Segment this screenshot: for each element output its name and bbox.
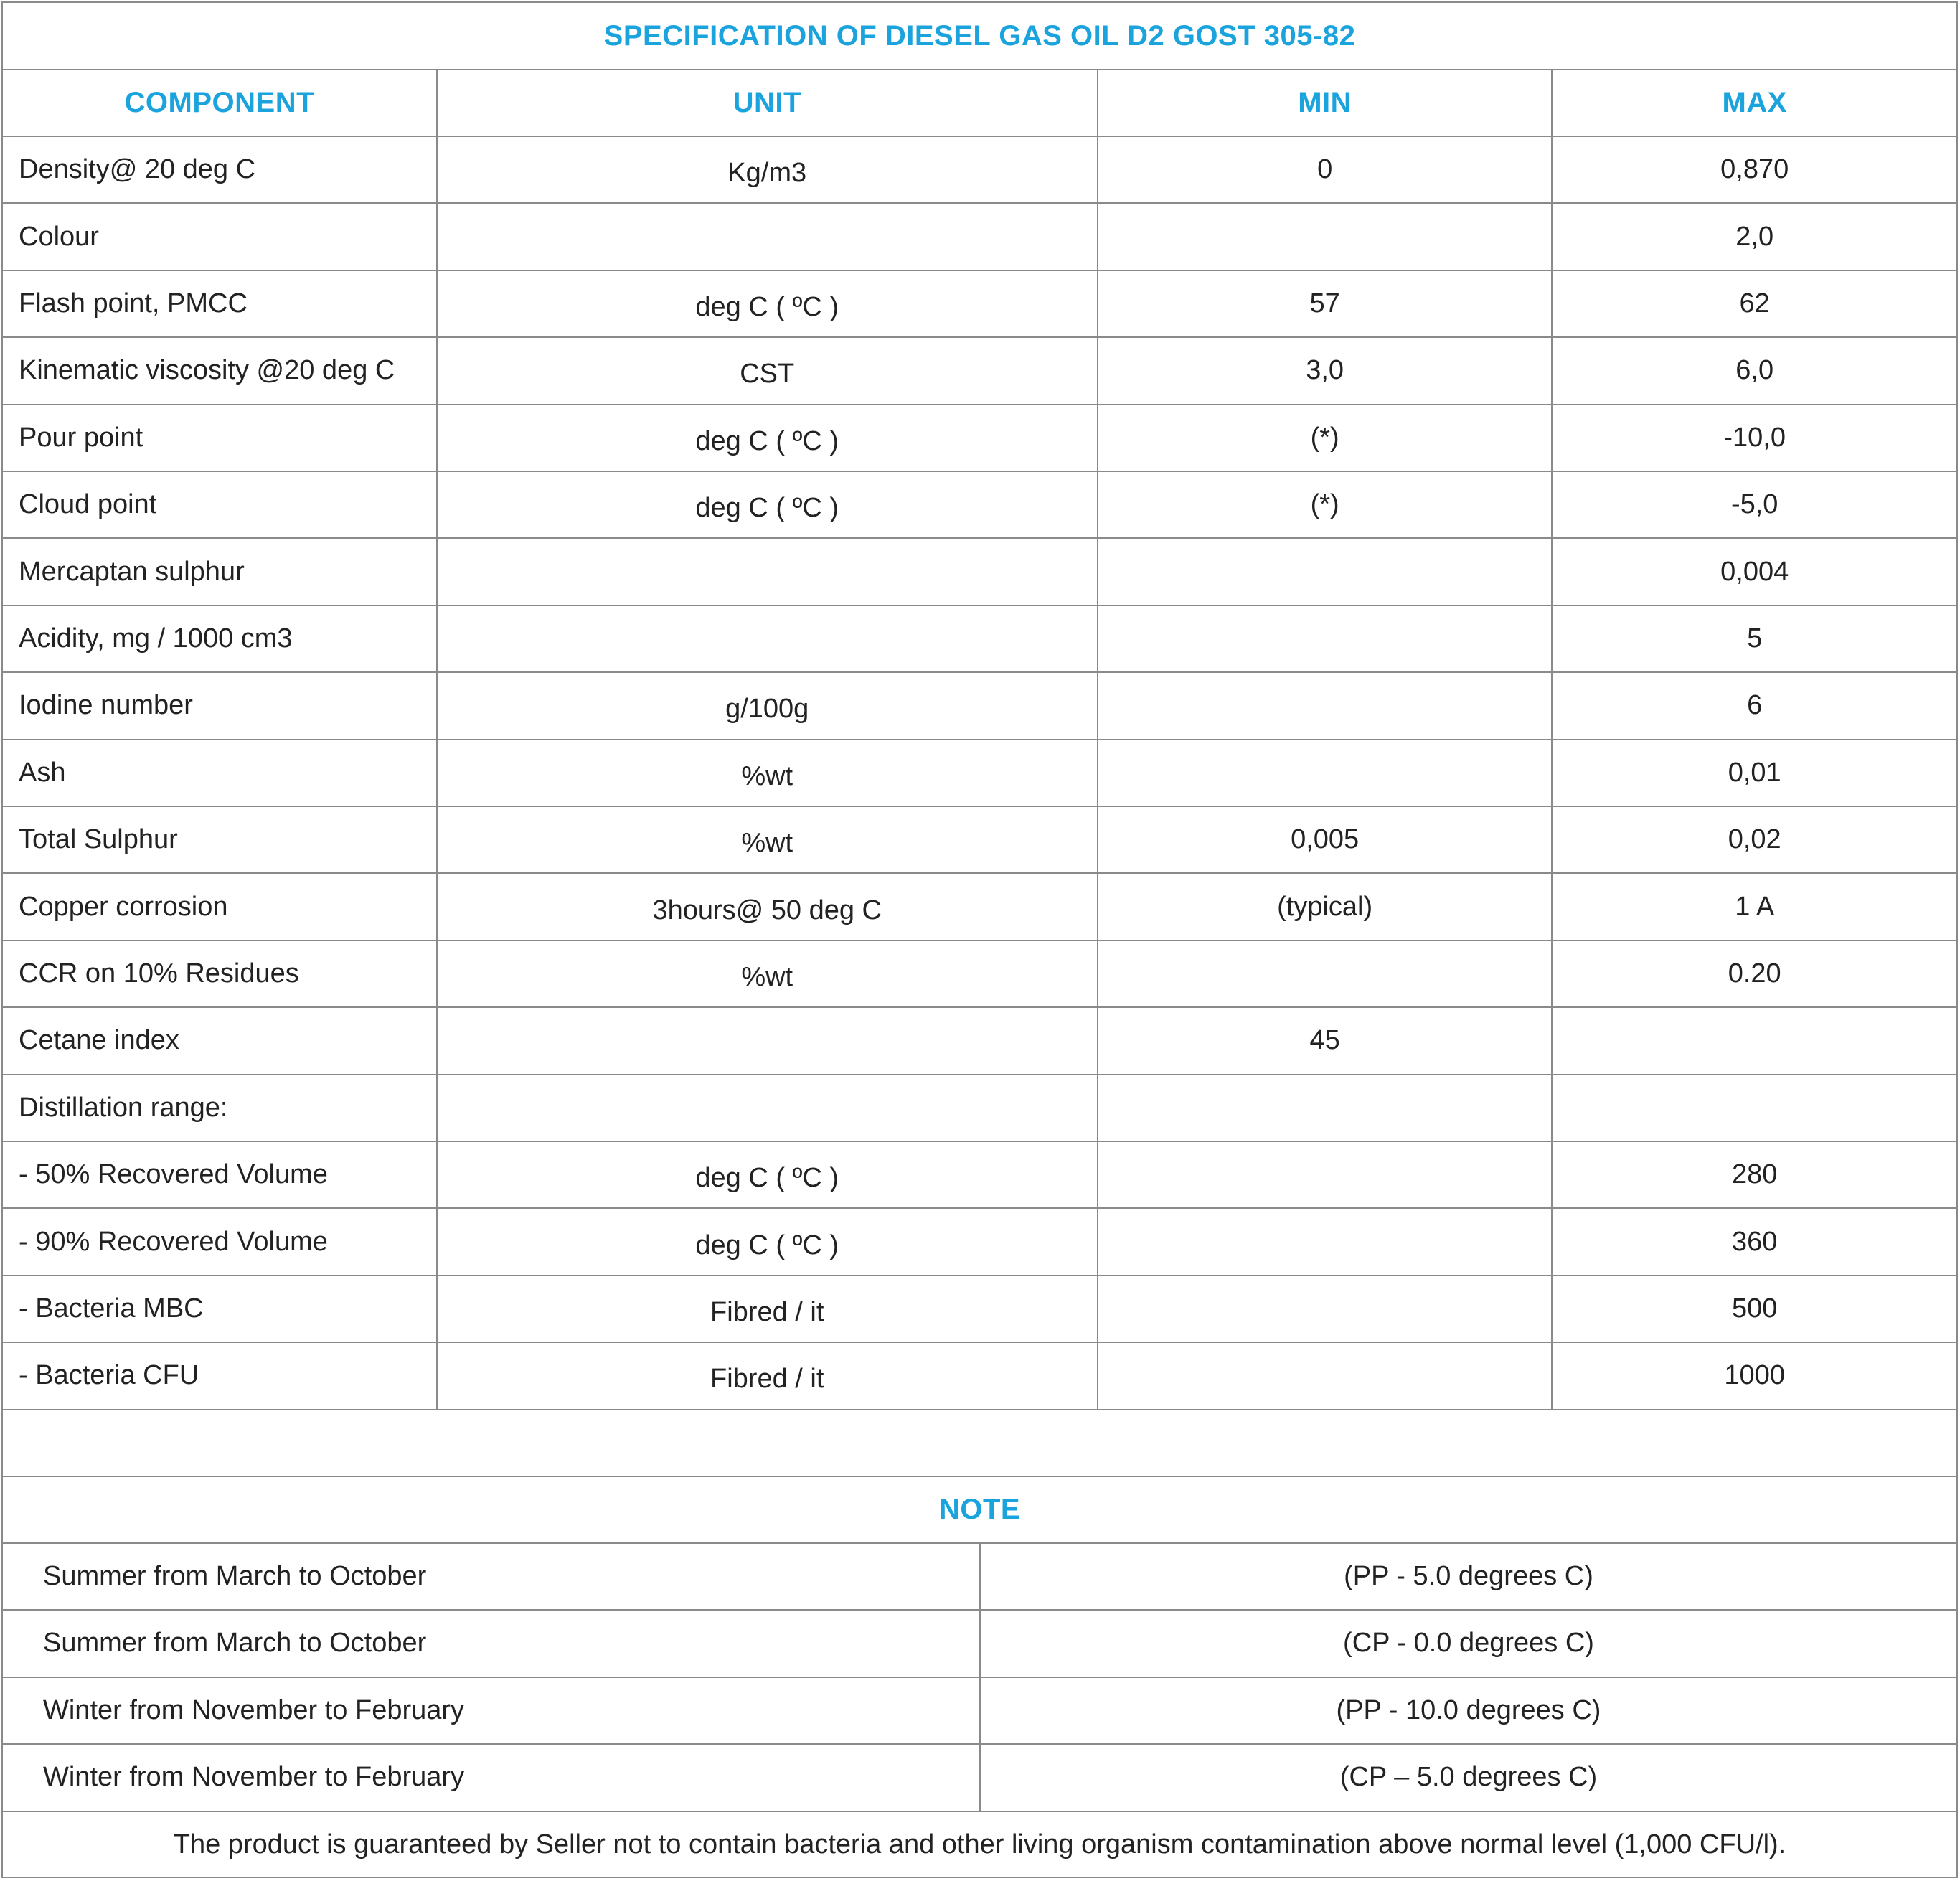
- unit-cell: deg C ( ºC ): [436, 405, 1097, 471]
- min-cell: (*): [1097, 405, 1552, 471]
- component-cell: Iodine number: [19, 690, 193, 721]
- note-row: [3, 1544, 1956, 1611]
- max-cell: 6,0: [1551, 338, 1956, 403]
- table-row: [3, 606, 1956, 673]
- max-cell: 0.20: [1551, 941, 1956, 1006]
- table-row: [3, 472, 1956, 539]
- component-cell: Mercaptan sulphur: [19, 556, 245, 587]
- table-row: [3, 1209, 1956, 1276]
- max-cell: 0,01: [1551, 740, 1956, 806]
- unit-cell: deg C ( ºC ): [436, 1209, 1097, 1274]
- component-cell: Ash: [19, 757, 66, 788]
- note-season: Winter from November to February: [43, 1694, 465, 1725]
- table-row: [3, 673, 1956, 740]
- max-cell: 360: [1551, 1209, 1956, 1274]
- table-row: [3, 1343, 1956, 1410]
- unit-cell: g/100g: [436, 673, 1097, 738]
- unit-cell: [436, 606, 1097, 671]
- table-row: [3, 874, 1956, 940]
- unit-cell: 3hours@ 50 deg C: [436, 874, 1097, 939]
- min-cell: [1097, 204, 1552, 269]
- header-max: MAX: [1551, 70, 1956, 136]
- header-component: COMPONENT: [124, 87, 315, 118]
- min-cell: [1097, 1343, 1552, 1408]
- max-cell: -10,0: [1551, 405, 1956, 471]
- table-row: [3, 807, 1956, 874]
- min-cell: [1097, 1276, 1552, 1342]
- component-cell: Cetane index: [19, 1025, 179, 1056]
- note-value: (CP – 5.0 degrees C): [979, 1745, 1956, 1811]
- max-cell: -5,0: [1551, 472, 1956, 537]
- header-unit: UNIT: [436, 70, 1097, 136]
- table-row: [3, 405, 1956, 472]
- unit-cell: %wt: [436, 807, 1097, 872]
- max-cell: 0,02: [1551, 807, 1956, 872]
- table-title: SPECIFICATION OF DIESEL GAS OIL D2 GOST 305-82: [603, 19, 1356, 52]
- unit-cell: deg C ( ºC ): [436, 1142, 1097, 1207]
- table-row: [3, 1142, 1956, 1209]
- min-cell: (*): [1097, 472, 1552, 537]
- component-cell: Colour: [19, 221, 99, 252]
- footer-row: [3, 1812, 1956, 1878]
- max-cell: 500: [1551, 1276, 1956, 1342]
- unit-cell: deg C ( ºC ): [436, 472, 1097, 537]
- table-row: [3, 271, 1956, 338]
- max-cell: 2,0: [1551, 204, 1956, 269]
- spec-table: [1, 1, 1958, 1878]
- max-cell: 5: [1551, 606, 1956, 671]
- min-cell: [1097, 539, 1552, 604]
- note-row: [3, 1745, 1956, 1812]
- min-cell: [1097, 740, 1552, 806]
- header-row: [3, 70, 1956, 137]
- table-row: [3, 539, 1956, 605]
- note-season: Summer from March to October: [43, 1628, 427, 1659]
- component-cell: - Bacteria MBC: [19, 1293, 204, 1324]
- max-cell: 1 A: [1551, 874, 1956, 939]
- min-cell: [1097, 1209, 1552, 1274]
- unit-cell: [436, 1075, 1097, 1141]
- component-cell: - Bacteria CFU: [19, 1360, 199, 1391]
- min-cell: 45: [1097, 1008, 1552, 1073]
- max-cell: [1551, 1075, 1956, 1141]
- title-row: [3, 3, 1956, 70]
- note-title: NOTE: [938, 1493, 1021, 1525]
- note-season: Winter from November to February: [43, 1762, 465, 1793]
- footer-text: The product is guaranteed by Seller not to contain bacteria and other living organism contamination above normal level (1,000 CFU/l).: [173, 1829, 1786, 1860]
- unit-cell: [436, 1008, 1097, 1073]
- header-min: MIN: [1097, 70, 1552, 136]
- note-value: (CP - 0.0 degrees C): [979, 1611, 1956, 1677]
- min-cell: [1097, 606, 1552, 671]
- max-cell: 1000: [1551, 1343, 1956, 1408]
- unit-cell: [436, 539, 1097, 604]
- note-title-row: [3, 1477, 1956, 1544]
- min-cell: [1097, 673, 1552, 738]
- component-cell: Distillation range:: [19, 1092, 228, 1123]
- min-cell: [1097, 1075, 1552, 1141]
- unit-cell: CST: [436, 338, 1097, 403]
- unit-cell: Fibred / it: [436, 1343, 1097, 1408]
- component-cell: - 50% Recovered Volume: [19, 1159, 328, 1190]
- spacer-row: [3, 1410, 1956, 1477]
- min-cell: 0: [1097, 137, 1552, 202]
- unit-cell: %wt: [436, 740, 1097, 806]
- component-cell: Flash point, PMCC: [19, 288, 248, 319]
- table-row: [3, 740, 1956, 807]
- unit-cell: deg C ( ºC ): [436, 271, 1097, 336]
- component-cell: CCR on 10% Residues: [19, 958, 299, 989]
- table-row: [3, 1008, 1956, 1075]
- table-row: [3, 204, 1956, 270]
- note-row: [3, 1678, 1956, 1745]
- max-cell: 62: [1551, 271, 1956, 336]
- table-row: [3, 1276, 1956, 1343]
- note-value: (PP - 10.0 degrees C): [979, 1678, 1956, 1744]
- component-cell: Density@ 20 deg C: [19, 154, 256, 185]
- unit-cell: %wt: [436, 941, 1097, 1006]
- note-season: Summer from March to October: [43, 1560, 427, 1591]
- min-cell: [1097, 941, 1552, 1006]
- note-row: [3, 1611, 1956, 1678]
- table-row: [3, 137, 1956, 204]
- max-cell: 0,870: [1551, 137, 1956, 202]
- unit-cell: Kg/m3: [436, 137, 1097, 202]
- component-cell: Pour point: [19, 422, 143, 453]
- max-cell: 0,004: [1551, 539, 1956, 604]
- min-cell: (typical): [1097, 874, 1552, 939]
- unit-cell: Fibred / it: [436, 1276, 1097, 1342]
- min-cell: [1097, 1142, 1552, 1207]
- component-cell: Acidity, mg / 1000 cm3: [19, 623, 293, 654]
- component-cell: Kinematic viscosity @20 deg C: [19, 355, 395, 386]
- min-cell: 0,005: [1097, 807, 1552, 872]
- min-cell: 3,0: [1097, 338, 1552, 403]
- component-cell: Copper corrosion: [19, 891, 228, 922]
- min-cell: 57: [1097, 271, 1552, 336]
- table-row: [3, 338, 1956, 405]
- component-cell: Total Sulphur: [19, 824, 178, 855]
- max-cell: [1551, 1008, 1956, 1073]
- component-cell: - 90% Recovered Volume: [19, 1226, 328, 1257]
- note-value: (PP - 5.0 degrees C): [979, 1544, 1956, 1610]
- table-row: [3, 1075, 1956, 1142]
- table-row: [3, 941, 1956, 1008]
- component-cell: Cloud point: [19, 489, 157, 520]
- max-cell: 280: [1551, 1142, 1956, 1207]
- max-cell: 6: [1551, 673, 1956, 738]
- unit-cell: [436, 204, 1097, 269]
